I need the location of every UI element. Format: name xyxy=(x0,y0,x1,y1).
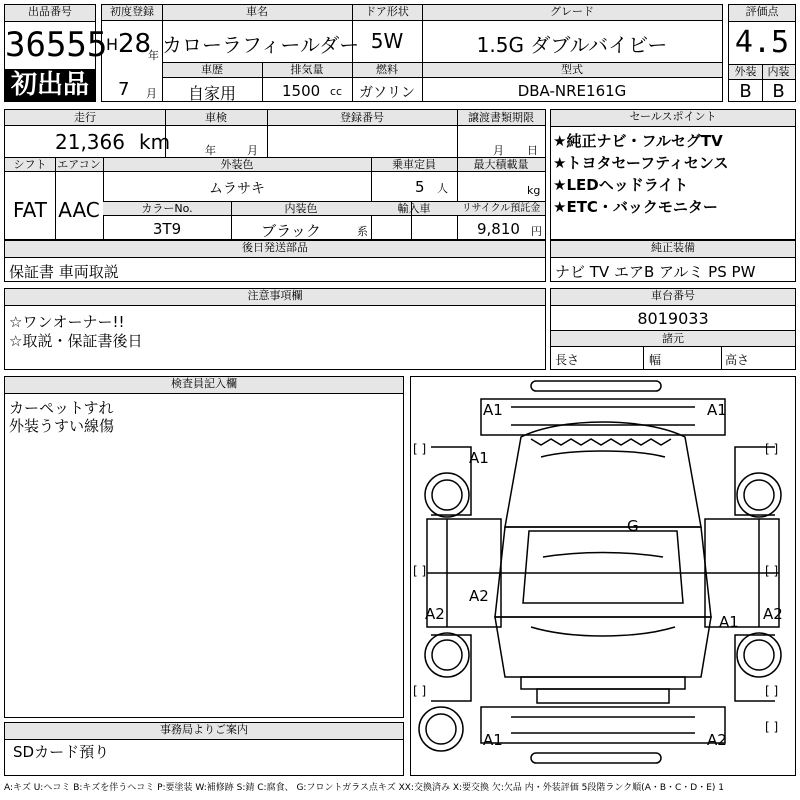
ext-color-value: ムラサキ xyxy=(209,181,265,197)
later-parts-value: 保証書 車両取説 xyxy=(9,263,119,281)
first-reg-era: H xyxy=(106,35,119,54)
grade-value: 1.5G ダブルバイビー xyxy=(476,33,668,57)
int-score-label: 内装 xyxy=(767,65,790,78)
int-color-label: 内装色 xyxy=(284,202,318,215)
bracket-mark: [ ] xyxy=(765,442,779,456)
first-listing-badge: 初出品 xyxy=(5,69,95,101)
damage-mark: G xyxy=(627,517,639,535)
damage-mark: A2 xyxy=(425,605,445,623)
max-load-label: 最大積載量 xyxy=(473,158,529,171)
bracket-mark: [ ] xyxy=(413,442,427,456)
first-reg-year: 28 xyxy=(118,29,152,59)
spec-length: 長さ xyxy=(555,353,580,367)
first-reg-year-unit: 年 xyxy=(148,49,159,62)
color-no-value: 3T9 xyxy=(152,220,182,238)
int-color-value: ブラック xyxy=(261,222,321,240)
shift-value: FAT xyxy=(12,198,47,222)
damage-mark: A1 xyxy=(483,401,503,419)
sales-box xyxy=(550,109,796,240)
diagram-part xyxy=(531,753,661,763)
capacity-label: 乗車定員 xyxy=(392,158,436,171)
ac-value: AAC xyxy=(58,198,100,222)
equipment-label: 純正装備 xyxy=(551,241,795,258)
diagram-part xyxy=(505,422,701,527)
inspector-line: カーペットすれ xyxy=(9,399,114,417)
diagram-part xyxy=(523,531,683,603)
shift-label: シフト xyxy=(13,158,47,171)
score-label: 評価点 xyxy=(729,5,795,22)
inspection-year-unit: 年 xyxy=(205,144,216,157)
door-value: 5W xyxy=(370,29,404,53)
later-parts-label: 後日発送部品 xyxy=(5,241,545,258)
ext-score-label: 外装 xyxy=(734,65,757,78)
diagram-part xyxy=(543,553,663,558)
ext-score-value: B xyxy=(739,81,752,102)
inspector-line: 外装うすい線傷 xyxy=(9,417,115,435)
score-value: 4.5 xyxy=(734,25,790,60)
legend: A:キズ U:ヘコミ B:キズを伴うヘコミ P:要塗装 W:補修跡 S:錆 C:腐食、 G:フロントガラス点キズ XX:交換済み X:要交換 欠:欠品 内・外装評価 5段階ランク順(A・B・C・D・E) 1 xyxy=(4,783,725,793)
rear-left-wheel xyxy=(432,640,462,670)
diagram-part xyxy=(531,627,675,636)
later-parts-box xyxy=(4,240,546,282)
chassis-label: 車台番号 xyxy=(551,289,795,306)
inspector-label: 検査員記入欄 xyxy=(5,377,403,394)
diagram-part xyxy=(537,689,669,703)
damage-mark: A1 xyxy=(483,731,503,749)
rear-right-wheel xyxy=(744,640,774,670)
notes-line: ☆取説・保証書後日 xyxy=(9,332,143,350)
diagram-part xyxy=(481,399,725,435)
int-score-value: B xyxy=(772,81,785,102)
transfer-label: 譲渡書類期限 xyxy=(468,111,534,124)
reg-no-label: 登録番号 xyxy=(340,111,384,124)
bracket-mark: [ ] xyxy=(765,564,779,578)
front-right-wheel xyxy=(744,480,774,510)
capacity-unit: 人 xyxy=(437,182,448,195)
inspection-label: 車検 xyxy=(205,111,227,124)
door-label: ドア形状 xyxy=(365,5,409,18)
sales-label: セールスポイント xyxy=(551,110,795,127)
notes-line: ☆ワンオーナー!! xyxy=(9,313,125,331)
sales-item: ★ETC・バックモニター xyxy=(553,198,718,216)
sales-item: ★LEDヘッドライト xyxy=(553,176,689,194)
inspector-box xyxy=(4,376,404,718)
bracket-mark: [ ] xyxy=(413,684,427,698)
recycle-unit: 円 xyxy=(531,225,542,238)
transfer-day-unit: 日 xyxy=(527,144,538,157)
first-reg-month: 7 xyxy=(118,79,130,100)
first-reg-label: 初度登録 xyxy=(110,5,154,18)
damage-mark: A2 xyxy=(763,605,783,623)
model-value: DBA-NRE161G xyxy=(517,82,627,100)
history-label: 車歴 xyxy=(201,63,223,76)
chassis-value: 8019033 xyxy=(637,309,709,328)
model-label: 型式 xyxy=(561,63,583,76)
car-damage-diagram xyxy=(411,377,795,775)
equipment-value: ナビ TV エアB アルミ PS PW xyxy=(555,263,756,281)
office-value: SDカード預り xyxy=(13,743,110,761)
spare-wheel xyxy=(426,714,456,744)
sales-item: ★トヨタセーフティセンス xyxy=(553,154,729,172)
mileage-value: 21,366 xyxy=(55,130,125,154)
office-label: 事務局よりご案内 xyxy=(5,723,403,740)
detail-table xyxy=(4,109,546,240)
first-reg-month-unit: 月 xyxy=(146,87,157,100)
bracket-mark: [ ] xyxy=(413,564,427,578)
displacement-label: 排気量 xyxy=(290,63,324,76)
ext-color-label: 外装色 xyxy=(220,158,254,171)
import-label: 輸入車 xyxy=(397,202,431,215)
car-name-label: 車名 xyxy=(246,5,268,18)
damage-mark: A1 xyxy=(719,613,739,631)
diagram-part xyxy=(481,707,725,743)
spec-width: 幅 xyxy=(649,353,662,367)
diagram-part xyxy=(521,677,685,689)
damage-mark: A1 xyxy=(707,401,727,419)
displacement-unit: cc xyxy=(330,85,343,98)
spec-height: 高さ xyxy=(725,353,750,367)
diagram-part xyxy=(541,451,665,457)
bracket-mark: [ ] xyxy=(765,684,779,698)
specs-label: 諸元 xyxy=(662,332,684,345)
bracket-mark: [ ] xyxy=(765,720,779,734)
damage-mark: A2 xyxy=(469,587,489,605)
inspection-month-unit: 月 xyxy=(247,144,258,157)
history-value: 自家用 xyxy=(187,84,236,103)
equipment-box xyxy=(550,240,796,282)
office-box xyxy=(4,722,404,776)
grade-label: グレード xyxy=(550,5,594,18)
transfer-month-unit: 月 xyxy=(493,144,504,157)
score-box xyxy=(728,4,796,102)
diagram-part xyxy=(531,381,661,391)
recycle-value: 9,810 xyxy=(477,220,520,238)
mileage-label: 走行 xyxy=(74,111,96,124)
info-table xyxy=(101,4,723,102)
lot-box xyxy=(4,4,108,102)
diagram-part xyxy=(531,439,671,445)
car-name-value: カローラフィールダー xyxy=(162,33,360,57)
sales-item: ★純正ナビ・フルセグTV xyxy=(553,132,723,150)
int-color-unit: 系 xyxy=(357,225,368,238)
color-no-label: カラーNo. xyxy=(141,202,193,215)
chassis-box xyxy=(550,288,796,370)
fuel-label: 燃料 xyxy=(376,63,398,76)
ac-label: エアコン xyxy=(57,158,101,171)
car-diagram-box xyxy=(410,376,796,776)
displacement-value: 1500 xyxy=(282,82,321,100)
fuel-value: ガソリン xyxy=(359,85,415,101)
notes-box xyxy=(4,288,546,370)
diagram-part xyxy=(511,717,695,733)
recycle-label: リサイクル預託金 xyxy=(461,203,541,214)
front-left-wheel xyxy=(432,480,462,510)
damage-mark: A1 xyxy=(469,449,489,467)
damage-mark: A2 xyxy=(707,731,727,749)
max-load-unit: kg xyxy=(527,184,541,197)
lot-label: 出品番号 xyxy=(5,5,95,22)
capacity-value: 5 xyxy=(415,178,425,196)
notes-label: 注意事項欄 xyxy=(5,289,545,306)
diagram-part xyxy=(495,617,711,677)
lot-number: 36555 xyxy=(5,25,108,65)
mileage-unit: km xyxy=(139,130,171,154)
